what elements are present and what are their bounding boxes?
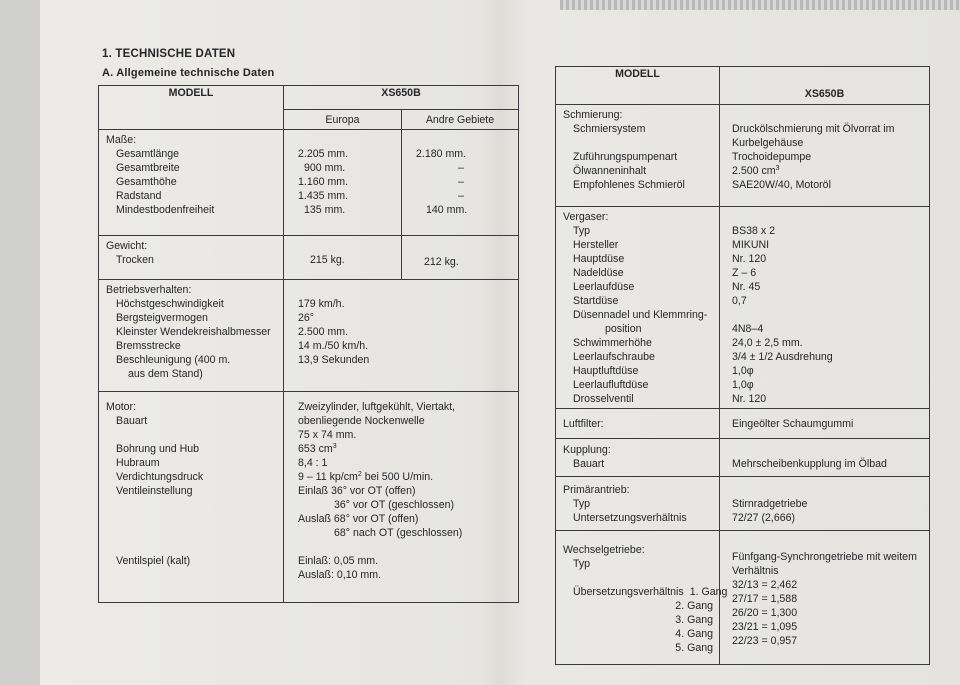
wechsel-title: Wechselgetriebe: <box>563 544 645 556</box>
label-gang-3: 3. Gang <box>675 614 713 626</box>
section-betriebsverhalten <box>99 280 519 392</box>
value-drosselventil: Nr. 120 <box>732 393 767 405</box>
label-verdichtungsdruck: Verdichtungsdruck <box>116 471 204 483</box>
label-gang-5: 5. Gang <box>675 642 713 654</box>
label-ventilspiel: Ventilspiel (kalt) <box>116 555 191 567</box>
col-andre-gebiete: Andre Gebiete <box>402 110 519 130</box>
label-leerlaufluftduese: Leerlaufluftdüse <box>573 379 649 391</box>
label-primaer-typ: Typ <box>573 498 591 510</box>
europa-trocken: 215 kg. <box>310 254 345 266</box>
europa-gesamtbreite: 900 mm. <box>304 162 346 174</box>
value-spiel-auslass: Auslaß: 0,10 mm. <box>298 569 382 581</box>
value-pumpenart: Trochoidepumpe <box>732 151 812 163</box>
motor-title: Motor: <box>106 401 137 413</box>
europa-radstand: 1.435 mm. <box>298 190 349 202</box>
value-position: 4N8–4 <box>732 323 764 335</box>
value-nadelduese: Z – 6 <box>732 267 757 279</box>
value-gang-3: 26/20 = 1,300 <box>732 607 798 619</box>
label-pumpenart: Zuführungspumpenart <box>573 151 678 163</box>
label-beschleunigung: Beschleunigung (400 m. <box>116 354 231 366</box>
label-schmiersystem: Schmiersystem <box>573 123 646 135</box>
section-schmierung <box>556 105 930 207</box>
value-gang-2: 27/17 = 1,588 <box>732 593 798 605</box>
label-bauart: Bauart <box>116 415 148 427</box>
section-gewicht <box>99 236 519 280</box>
label-duesennadel: Düsennadel und Klemmring- <box>573 309 708 321</box>
label-untersetzung: Untersetzungsverhältnis <box>573 512 687 524</box>
label-oelwanne: Ölwanneninhalt <box>573 165 647 177</box>
europa-bodenfreiheit: 135 mm. <box>304 204 346 216</box>
label-bremsstrecke: Bremsstrecke <box>116 340 181 352</box>
label-vergaser-typ: Typ <box>573 225 591 237</box>
schmierung-title: Schmierung: <box>563 109 623 121</box>
label-position: position <box>605 323 642 335</box>
betrieb-title: Betriebsverhalten: <box>106 284 192 296</box>
label-hersteller: Hersteller <box>573 239 619 251</box>
label-trocken: Trocken <box>116 254 154 266</box>
value-wechsel-typ-1: Fünfgang-Synchrongetriebe mit weitem <box>732 551 917 563</box>
section-luftfilter <box>556 409 930 439</box>
vergaser-title: Vergaser: <box>563 211 609 223</box>
value-leerlaufschraube: 3/4 ± 1/2 Ausdrehung <box>732 351 833 363</box>
drivetrain-specs-table <box>555 66 930 665</box>
value-spiel-einlass: Einlaß: 0,05 mm. <box>298 555 379 567</box>
label-luftfilter: Luftfilter: <box>556 409 720 439</box>
label-kupplung-bauart: Bauart <box>573 458 605 470</box>
value-hauptduese: Nr. 120 <box>732 253 767 265</box>
value-beschleunigung: 13,9 Sekunden <box>298 354 370 366</box>
label-uebersetzung: Übersetzungsverhältnis 1. Gang <box>573 586 728 598</box>
value-bauart-1: Zweizylinder, luftgekühlt, Viertakt, <box>298 401 456 413</box>
section-heading: 1. TECHNISCHE DATEN <box>102 48 236 60</box>
value-kupplung-bauart: Mehrscheibenkupplung im Ölbad <box>732 458 887 470</box>
section-masse <box>99 130 519 236</box>
section-motor <box>99 392 519 603</box>
value-auslass-geschlossen: 68° nach OT (geschlossen) <box>334 527 463 539</box>
subsection-heading: A. Allgemeine technische Daten <box>102 67 275 79</box>
value-untersetzung: 72/27 (2,666) <box>732 512 796 524</box>
label-bohrung-hub: Bohrung und Hub <box>116 443 200 455</box>
value-hubraum: 653 $cm^3$ <box>298 443 337 455</box>
value-einlass-geschlossen: 36° vor OT (geschlossen) <box>334 499 455 511</box>
col-europa: Europa <box>284 110 402 130</box>
model-name-cell-right: XS650B <box>720 67 930 105</box>
andre-gesamtlaenge: 2.180 mm. <box>416 148 467 160</box>
label-hubraum: Hubraum <box>116 457 160 469</box>
model-name-cell: XS650B <box>284 86 519 110</box>
value-schmiersystem-1: Druckölschmierung mit Ölvorrat im <box>732 123 895 135</box>
value-bremsstrecke: 14 m./50 km/h. <box>298 340 369 352</box>
label-schwimmerhoehe: Schwimmerhöhe <box>573 337 652 349</box>
section-wechselgetriebe <box>556 531 930 665</box>
value-schwimmerhoehe: 24,0 ± 2,5 mm. <box>732 337 803 349</box>
value-vergaser-typ: BS38 x 2 <box>732 225 775 237</box>
primaer-title: Primärantrieb: <box>563 484 630 496</box>
andre-gesamthoehe: – <box>458 176 464 188</box>
value-oelwanne: 2.500 $cm^3$ <box>732 165 780 177</box>
label-ventileinstellung: Ventileinstellung <box>116 485 193 497</box>
kupplung-title: Kupplung: <box>563 444 611 456</box>
value-wendekreis: 2.500 mm. <box>298 326 349 338</box>
value-wechsel-typ-2: Verhältnis <box>732 565 779 577</box>
label-bodenfreiheit: Mindestbodenfreiheit <box>116 204 215 216</box>
label-hoechstgeschwindigkeit: Höchstgeschwindigkeit <box>116 298 224 310</box>
value-primaer-typ: Stirnradgetriebe <box>732 498 808 510</box>
label-gang-4: 4. Gang <box>675 628 713 640</box>
label-aus-dem-stand: aus dem Stand) <box>128 368 203 380</box>
label-gesamtlaenge: Gesamtlänge <box>116 148 180 160</box>
value-gang-5: 22/23 = 0,957 <box>732 635 798 647</box>
europa-gesamtlaenge: 2.205 mm. <box>298 148 349 160</box>
label-gang-2: 2. Gang <box>675 600 713 612</box>
label-hauptduese: Hauptdüse <box>573 253 625 265</box>
value-verdichtung: 8,4 : 1 <box>298 457 328 469</box>
andre-gesamtbreite: – <box>458 162 464 174</box>
value-bauart-2: obenliegende Nockenwelle <box>298 415 425 427</box>
label-gesamtbreite: Gesamtbreite <box>116 162 180 174</box>
label-hauptluftduese: Hauptluftdüse <box>573 365 639 377</box>
label-bergsteigvermogen: Bergsteigvermogen <box>116 312 208 324</box>
model-header-cell: MODELL <box>99 86 284 130</box>
value-hoechstgeschwindigkeit: 179 km/h. <box>298 298 345 310</box>
value-bohrung-hub: 75 x 74 mm. <box>298 429 357 441</box>
gewicht-title: Gewicht: <box>106 240 148 252</box>
label-wechsel-typ: Typ <box>573 558 591 570</box>
value-schmiersystem-2: Kurbelgehäuse <box>732 137 804 149</box>
label-leerlaufduese: Leerlaufdüse <box>573 281 635 293</box>
background-fabric <box>560 0 960 10</box>
andre-radstand: – <box>458 190 464 202</box>
value-gang-1: 32/13 = 2,462 <box>732 579 798 591</box>
general-specs-table <box>98 85 519 603</box>
andre-trocken: 212 kg. <box>424 256 459 268</box>
model-header-cell-right: MODELL <box>556 67 720 105</box>
value-schmieroel: SAE20W/40, Motoröl <box>732 179 831 191</box>
label-drosselventil: Drosselventil <box>573 393 634 405</box>
label-wendekreis: Kleinster Wendekreishalbmesser <box>116 326 271 338</box>
section-vergaser <box>556 207 930 409</box>
label-schmieroel: Empfohlenes Schmieröl <box>573 179 685 191</box>
value-hauptluftduese: 1,0φ <box>732 365 754 377</box>
label-gesamthoehe: Gesamthöhe <box>116 176 177 188</box>
value-startduese: 0,7 <box>732 295 747 307</box>
label-radstand: Radstand <box>116 190 162 202</box>
label-leerlaufschraube: Leerlaufschraube <box>573 351 655 363</box>
label-startduese: Startdüse <box>573 295 619 307</box>
section-kupplung <box>556 439 930 477</box>
value-verdichtungsdruck: 9 – 11 $kp/cm^2$ bei 500 U/min. <box>298 471 434 483</box>
andre-bodenfreiheit: 140 mm. <box>426 204 468 216</box>
value-hersteller: MIKUNI <box>732 239 770 251</box>
value-leerlaufluftduese: 1,0φ <box>732 379 754 391</box>
value-einlass-offen: Einlaß 36° vor OT (offen) <box>298 485 416 497</box>
value-luftfilter: Eingeölter Schaumgummi <box>720 409 930 439</box>
europa-gesamthoehe: 1.160 mm. <box>298 176 349 188</box>
masse-title: Maße: <box>106 134 137 146</box>
value-auslass-offen: Auslaß 68° vor OT (offen) <box>298 513 419 525</box>
value-bergsteigvermogen: 26° <box>298 312 315 324</box>
section-primaerantrieb <box>556 477 930 531</box>
value-gang-4: 23/21 = 1,095 <box>732 621 798 633</box>
label-nadelduese: Nadeldüse <box>573 267 624 279</box>
value-leerlaufduese: Nr. 45 <box>732 281 761 293</box>
